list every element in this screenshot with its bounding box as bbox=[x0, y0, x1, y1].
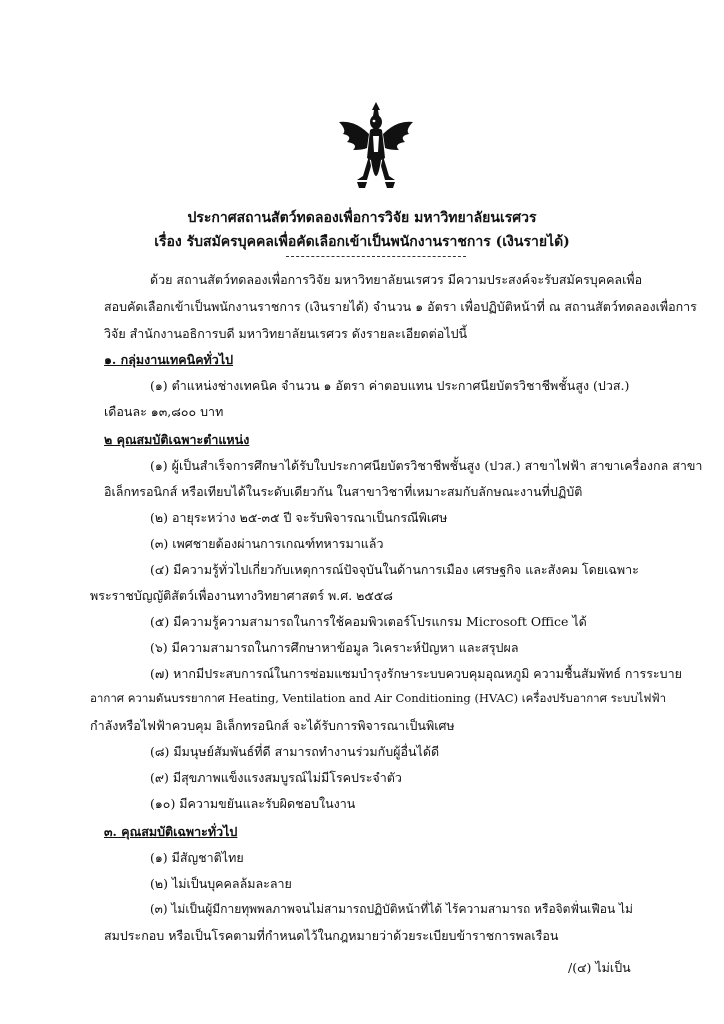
section-line: (๒) ไม่เป็นบุคคลล้มละลาย bbox=[150, 876, 292, 891]
section-line: กำลังหรือไฟฟ้าควบคุม อิเล็กทรอนิกส์ จะได้รับการพิจารณาเป็นพิเศษ bbox=[90, 718, 455, 733]
section-line: พระราชบัญญัติสัตว์เพื่องานทางวิทยาศาสตร์ พ.ศ. ๒๕๕๘ bbox=[90, 588, 393, 603]
announcement-subject: เรื่อง รับสมัครบุคคลเพื่อคัดเลือกเข้าเป็นพนักงานราชการ (เงินรายได้) bbox=[154, 234, 570, 250]
section-line: (๓) เพศชายต้องผ่านการเกณฑ์ทหารมาแล้ว bbox=[150, 536, 384, 551]
garuda-emblem-icon bbox=[333, 100, 419, 196]
intro-line: ด้วย สถานสัตว์ทดลองเพื่อการวิจัย มหาวิทยาลัยนเรศวร มีความประสงค์จะรับสมัครบุคคลเพื่อ bbox=[150, 272, 643, 287]
section-line: (๔) มีความรู้ทั่วไปเกี่ยวกับเหตุการณ์ปัจจุบันในด้านการเมือง เศรษฐกิจ และสังคม โดยเฉพาะ bbox=[150, 562, 639, 577]
section-line: (๓) ไม่เป็นผู้มีกายทุพพลภาพจนไม่สามารถปฏิบัติหน้าที่ได้ ไร้ความสามารถ หรือจิตฟั่นเฟือน ไม่ bbox=[150, 902, 633, 916]
section-heading: ๒ คุณสมบัติเฉพาะตำแหน่ง bbox=[104, 432, 250, 447]
section-line: (๑) ตำแหน่งช่างเทคนิค จำนวน ๑ อัตรา ค่าตอบแทน ประกาศนียบัตรวิชาชีพชั้นสูง (ปวส.) bbox=[150, 378, 630, 393]
section-line: เดือนละ ๑๓,๘๐๐ บาท bbox=[104, 404, 224, 419]
section-line: (๑) ผู้เป็นสำเร็จการศึกษาได้รับใบประกาศนียบัตรวิชาชีพชั้นสูง (ปวส.) สาขาไฟฟ้า สาขาเครื่องกล สาขา bbox=[150, 458, 703, 473]
section-line: อากาศ ความดันบรรยากาศ Heating, Ventilation and Air Conditioning (HVAC) เครื่องปรับอากาศ ระบบไฟฟ้า bbox=[90, 691, 667, 705]
section-heading: ๑. กลุ่มงานเทคนิคทั่วไป bbox=[104, 352, 234, 367]
intro-line: วิจัย สำนักงานอธิการบดี มหาวิทยาลัยนเรศวร ดังรายละเอียดต่อไปนี้ bbox=[104, 326, 468, 341]
page-continuation: /(๔) ไม่เป็น bbox=[568, 960, 631, 975]
announcement-title: ประกาศสถานสัตว์ทดลองเพื่อการวิจัย มหาวิทยาลัยนเรศวร bbox=[187, 210, 537, 226]
section-line: สมประกอบ หรือเป็นโรคตามที่กำหนดไว้ในกฎหมายว่าด้วยระเบียบข้าราชการพลเรือน bbox=[104, 928, 559, 943]
section-line: (๙) มีสุขภาพแข็งแรงสมบูรณ์ไม่มีโรคประจำตัว bbox=[150, 770, 402, 785]
intro-line: สอบคัดเลือกเข้าเป็นพนักงานราชการ (เงินรายได้) จำนวน ๑ อัตรา เพื่อปฏิบัติหน้าที่ ณ สถานสัตว์ทดลองเพื่อการ bbox=[104, 299, 697, 314]
section-line: (๑๐) มีความขยันและรับผิดชอบในงาน bbox=[150, 796, 356, 811]
section-line: (๕) มีความรู้ความสามารถในการใช้คอมพิวเตอร์โปรแกรม Microsoft Office ได้ bbox=[150, 614, 587, 629]
section-line: (๘) มีมนุษย์สัมพันธ์ที่ดี สามารถทำงานร่วมกับผู้อื่นได้ดี bbox=[150, 744, 440, 759]
section-heading: ๓. คุณสมบัติเฉพาะทั่วไป bbox=[104, 824, 238, 839]
section-line: (๒) อายุระหว่าง ๒๕-๓๕ ปี จะรับพิจารณาเป็นกรณีพิเศษ bbox=[150, 510, 448, 525]
section-line: (๑) มีสัญชาติไทย bbox=[150, 850, 244, 865]
section-line: อิเล็กทรอนิกส์ หรือเทียบได้ในระดับเดียวกัน ในสาขาวิชาที่เหมาะสมกับลักษณะงานที่ปฏิบัติ bbox=[104, 484, 583, 499]
section-line: (๗) หากมีประสบการณ์ในการซ่อมแซมบำรุงรักษาระบบควบคุมอุณหภูมิ ความชื้นสัมพัทธ์ การระบาย bbox=[150, 666, 682, 681]
section-line: (๖) มีความสามารถในการศึกษาหาข้อมูล วิเคราะห์ปัญหา และสรุปผล bbox=[150, 640, 519, 655]
divider bbox=[286, 256, 466, 257]
